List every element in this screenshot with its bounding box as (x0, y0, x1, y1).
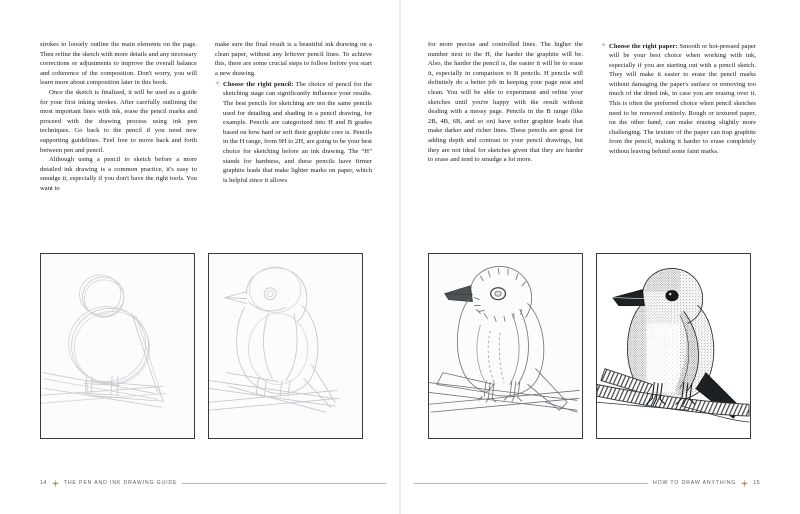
left-page-column-1 (40, 40, 197, 194)
footer-rule (414, 483, 648, 484)
paragraph: Once the sketch is finalized, it will be used as a guide for your first inking strokes. After carefully outlining the most important lines with ink, erase the pencil marks and proceed with the drawing process using ink pen techniques. Go back to the pencil if you need new supporting guidelines. Feel free to move back and forth between pen and pencil. (40, 88, 197, 154)
footer-rule (182, 483, 386, 484)
running-head: THE PEN AND INK DRAWING GUIDE (63, 480, 178, 486)
list-item (215, 80, 372, 186)
figure-bird-finished-ink (596, 253, 751, 439)
list-item-text (223, 80, 372, 186)
left-page-footer (40, 478, 386, 488)
fleuron-bullet-icon: ✧ (601, 42, 607, 49)
list-item-lead: Choose the right pencil: (223, 80, 294, 88)
paragraph: make sure the final result is a beautiful ink drawing on a clean paper, without any leftover pencil lines. To achieve this, there are some crucial steps to follow before you start a new drawing. (215, 41, 372, 77)
figure-bird-refined-sketch (208, 253, 363, 439)
right-page-footer (414, 478, 760, 488)
fleuron-bullet-icon: ✧ (215, 80, 221, 87)
page-number: 15 (753, 480, 760, 486)
paragraph: for more precise and controlled lines. The higher the number next to the H, the harder the graphite will be. Also, the harder the pencil is, the easier it will be to erase it, especially in comparison to B pencils. H pencils will definitely do a better job in keeping your page neat and clean. You will be able to experiment and refine your sketches until you're happy with the result without dealing with a messy page. Pencils in the B range (like 2B, 4B, 6B, and so on) have softer graphite leads that make darker and richer lines. These pencils are great for adding depth and contrast to your pencil drawings, but they are not ideal for sketches given that they are harder to erase and tend to smudge a lot more. (428, 41, 583, 164)
right-page-figures (400, 253, 800, 439)
left-page-column-2 (215, 40, 372, 194)
paragraph: Although using a pencil to sketch before a more detailed ink drawing is a common practice, it's easy to smudge it, especially if you don't have the right tools. You want to (40, 156, 197, 192)
list-item (601, 42, 756, 157)
list-item-body: Smooth or hot-pressed paper will be your best choice when working with ink, especially if you are starting out with a pencil sketch. They will make it easier to erase the pencil marks without damaging the paper's surface or removing too much of the dried ink, in case you are erasing over it. This is often the preferred choice when pencil sketches need to be removed entirely. Rough or textured paper, on the other hand, can make erasing slightly more challenging. The texture of the paper can trap graphite from the pencil, making it harder to erase completely without leaving behind some faint marks. (609, 42, 756, 156)
right-page-columns (428, 40, 760, 165)
spread-gutter (399, 0, 401, 514)
figure-bird-ink-outline (428, 253, 583, 439)
list-item-body: The choice of pencil for the sketching stage can significantly influence your results. The best pencils for sketching are not the same pencils used for detailing and shading in a pencil drawing, for example. Pencils are categorized into H and B grades based on how hard or soft their graphite core is. Pencils in the H range, from 9H to 2H, are going to be your best choice for sketching before an ink drawing. The “H” stands for hardness, and these pencils have firmer graphite leads that make lighter marks on paper, which is helpful since it allows (223, 80, 372, 184)
running-head: HOW TO DRAW ANYTHING (653, 480, 737, 486)
figure-bird-basic-shapes (40, 253, 195, 439)
diamond-fleuron-icon (740, 479, 749, 488)
list-item-text (609, 42, 756, 157)
paragraph: strokes to loosely outline the main elements on the page. Then refine the sketch with more details and any necessary corrections or adjustments to improve the overall balance and coherence of the composition. Don't worry, you will learn more about composition later in this book. (40, 41, 197, 87)
left-page-columns (40, 40, 372, 194)
list-item-lead: Choose the right paper: (609, 42, 678, 50)
page-number: 14 (40, 480, 47, 486)
diamond-fleuron-icon (51, 479, 60, 488)
right-page (400, 0, 800, 514)
left-page-figures (0, 253, 400, 439)
right-page-column-1 (428, 40, 583, 165)
right-page-column-2 (601, 40, 756, 165)
